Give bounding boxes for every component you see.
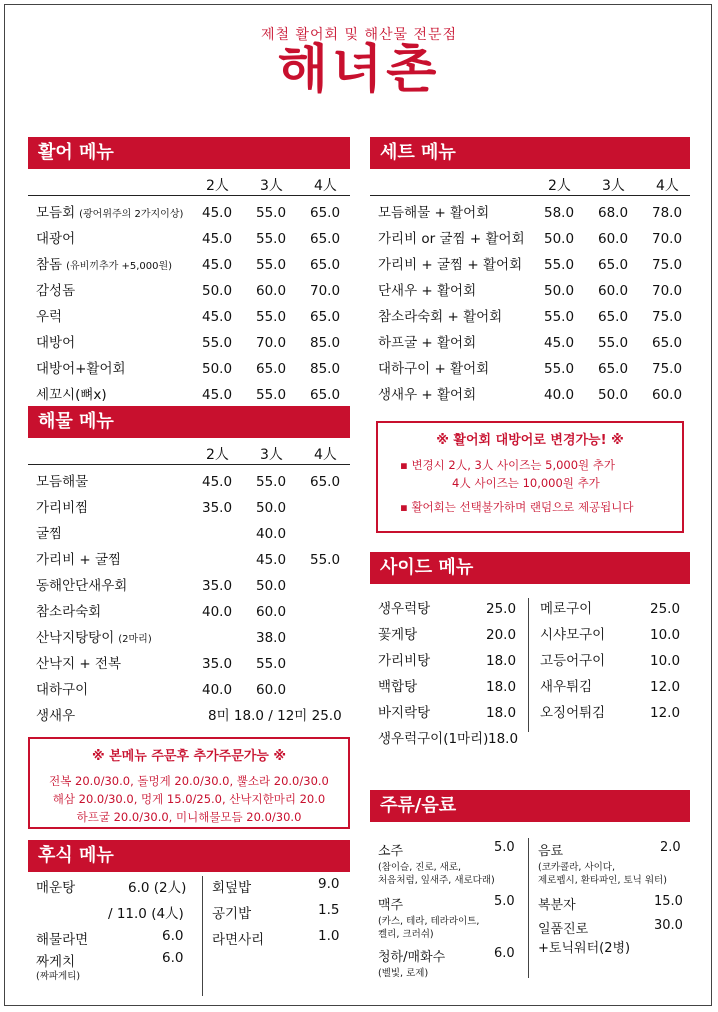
item-price: 6.0: [494, 946, 515, 961]
item-note: (유비끼추가 +5,000원): [66, 261, 173, 272]
item-price: 38.0: [256, 630, 287, 646]
item-price: 78.0: [652, 205, 683, 221]
item-price: 65.0: [310, 387, 341, 403]
item-name-text: 참돔: [36, 257, 63, 273]
list-item: [532, 622, 690, 648]
seafood-menu-section: [28, 406, 350, 729]
item-name-text: 산낙지탕탕이: [36, 630, 115, 646]
item-price: 50.0: [256, 578, 287, 594]
item-price: 85.0: [310, 361, 341, 377]
table-row: [370, 252, 690, 278]
item-name: [378, 252, 522, 278]
item-price: 58.0: [544, 205, 575, 221]
side-menu-section: [370, 552, 690, 747]
item-note: 처음처럼, 잎새주, 새로다래): [378, 875, 495, 886]
change-notice-title: ※ 활어회 대방어로 변경가능! ※: [436, 433, 624, 448]
item-price: 55.0: [544, 361, 575, 377]
item-note: (2마리): [118, 634, 152, 645]
item-price: 45.0: [202, 205, 233, 221]
col-4p: 4人: [314, 447, 337, 463]
item-price: 65.0: [310, 474, 341, 490]
item-price: 40.0: [256, 526, 287, 542]
item-note: 제로펩시, 환타파인, 토닉 워터): [538, 875, 667, 886]
item-price: 60.0: [256, 283, 287, 299]
table-row: [28, 651, 350, 677]
item-price: 40.0: [544, 387, 575, 403]
list-item: [532, 674, 690, 700]
item-price: 18.0: [488, 731, 519, 747]
col-3p: 3人: [602, 178, 625, 194]
item-price: 25.0: [650, 601, 681, 617]
item-name: [378, 278, 476, 304]
item-name: 회덮밥: [212, 880, 252, 896]
item-price: 55.0: [256, 309, 287, 325]
table-row: [28, 226, 350, 252]
item-name: 메로구이: [540, 601, 593, 617]
item-price: 45.0: [202, 309, 233, 325]
item-name-text: 가리비찜: [36, 500, 89, 516]
item-price: 18.0: [486, 653, 517, 669]
item-name-text: 대방어+활어회: [36, 361, 126, 377]
item-price: 55.0: [310, 552, 341, 568]
item-name: [36, 599, 105, 627]
item-name: [36, 278, 79, 306]
fish-menu-columns: [28, 175, 350, 196]
table-row: [28, 547, 350, 573]
drink-beer: [378, 894, 520, 941]
drink-bokbunja: [538, 894, 686, 913]
item-name: 오징어튀김: [540, 705, 606, 721]
item-price: 5.0: [494, 894, 515, 909]
item-price: 18.0: [486, 705, 517, 721]
side-divider: [528, 598, 529, 732]
item-price: 6.0 (2人): [128, 880, 187, 896]
restaurant-subtitle: 제철 활어회 및 해산물 전문점: [260, 27, 458, 43]
item-price: 45.0: [202, 474, 233, 490]
drink-ilpum: [538, 918, 686, 956]
item-price: 75.0: [652, 361, 683, 377]
item-price: 65.0: [310, 309, 341, 325]
list-item: [370, 726, 520, 752]
item-name: [36, 330, 79, 358]
item-price: 70.0: [652, 231, 683, 247]
col-4p: 4人: [314, 178, 337, 194]
item-note: (짜파게티): [36, 971, 81, 982]
col-3p: 3人: [260, 178, 283, 194]
item-name-text: 감성돔: [36, 283, 76, 299]
item-name: 바지락탕: [378, 705, 431, 721]
item-price: 12.0: [650, 679, 681, 695]
item-price: 65.0: [310, 205, 341, 221]
item-name: [36, 547, 125, 575]
item-name: [36, 521, 66, 549]
item-note: (참이슬, 진로, 새로,: [378, 862, 462, 873]
item-price: 85.0: [310, 335, 341, 351]
drink-soda: [538, 840, 686, 887]
item-price: 45.0: [256, 552, 287, 568]
table-row: [370, 356, 690, 382]
table-row: [28, 382, 350, 408]
item-price: 25.0: [486, 601, 517, 617]
item-name: [378, 356, 489, 382]
item-price: 35.0: [202, 500, 233, 516]
item-name: [378, 304, 502, 330]
item-name: [378, 382, 476, 408]
item-price: 10.0: [650, 627, 681, 643]
item-name: [36, 356, 130, 384]
table-row: [28, 677, 350, 703]
item-name: 라면사리: [212, 932, 265, 948]
item-name: [36, 573, 131, 601]
col-2p: 2人: [548, 178, 571, 194]
item-price: 45.0: [202, 387, 233, 403]
set-menu-title: 세트 메뉴: [370, 137, 690, 169]
item-name: [36, 252, 172, 280]
item-price: 65.0: [598, 257, 629, 273]
table-row: [28, 252, 350, 278]
extra-notice-line3: 하프굴 20.0/30.0, 미니해물모듬 20.0/30.0: [76, 810, 302, 824]
item-price: 65.0: [310, 257, 341, 273]
item-price: 5.0: [494, 840, 515, 855]
item-price: 55.0: [256, 257, 287, 273]
item-price: 50.0: [544, 283, 575, 299]
item-price: 50.0: [598, 387, 629, 403]
item-price: 55.0: [598, 335, 629, 351]
seafood-menu-title: 해물 메뉴: [28, 406, 350, 438]
item-name: 고등어구이: [540, 653, 606, 669]
list-item: [532, 700, 690, 726]
item-name: 꽃게탕: [378, 627, 418, 643]
change-notice-line1: ▪ 변경시 2人, 3人 사이즈는 5,000원 추가: [400, 458, 616, 472]
col-3p: 3人: [260, 447, 283, 463]
col-4p: 4人: [656, 178, 679, 194]
meal-divider: [202, 876, 203, 996]
item-name: [36, 651, 125, 679]
item-price: 68.0: [598, 205, 629, 221]
item-price: 65.0: [598, 361, 629, 377]
item-price: 55.0: [202, 335, 233, 351]
table-row: [370, 278, 690, 304]
item-price: 65.0: [598, 309, 629, 325]
list-item: [370, 622, 520, 648]
table-row: [370, 226, 690, 252]
drink-menu-section: [370, 790, 690, 990]
item-price: 55.0: [256, 231, 287, 247]
item-price: 8미 18.0 / 12미 25.0: [208, 708, 342, 724]
table-row: [28, 521, 350, 547]
item-price: 55.0: [256, 656, 287, 672]
item-price: / 11.0 (4人): [108, 906, 184, 922]
extra-order-notice: [28, 737, 350, 829]
table-row: [28, 200, 350, 226]
item-price: 6.0: [162, 950, 184, 966]
set-menu-columns: [370, 175, 690, 196]
item-price: 55.0: [544, 309, 575, 325]
item-name: 생우럭탕: [378, 601, 431, 617]
change-notice-line2: 4人 사이즈는 10,000원 추가: [452, 476, 600, 490]
item-name: 가리비탕: [378, 653, 431, 669]
item-price: 35.0: [202, 578, 233, 594]
item-price: 30.0: [654, 918, 683, 933]
item-price: 1.0: [318, 928, 340, 944]
list-item: [370, 596, 520, 622]
table-row: [370, 200, 690, 226]
item-note: 켈리, 크러쉬): [378, 929, 434, 940]
item-name-text: 생새우 + 활어회: [378, 387, 477, 403]
item-price: 65.0: [652, 335, 683, 351]
drink-divider: [528, 838, 529, 978]
item-name: 청하/매화수: [378, 950, 446, 965]
table-row: [28, 573, 350, 599]
list-item: [370, 700, 520, 726]
item-price: 75.0: [652, 257, 683, 273]
item-name-text: 대광어: [36, 231, 76, 247]
fish-menu-title: 활어 메뉴: [28, 137, 350, 169]
item-name: [36, 677, 92, 705]
item-price: 2.0: [660, 840, 681, 855]
extra-notice-line1: 전복 20.0/30.0, 돌멍게 20.0/30.0, 뿔소라 20.0/30.0: [49, 774, 329, 788]
drink-soju: [378, 840, 520, 887]
item-name: 생새우: [36, 708, 76, 724]
item-price: 60.0: [652, 387, 683, 403]
change-notice-line3: ▪ 활어회는 선택불가하며 랜덤으로 제공됩니다: [400, 500, 634, 514]
item-name: 새우튀김: [540, 679, 593, 695]
table-row: [370, 304, 690, 330]
table-row: [28, 495, 350, 521]
item-price: 10.0: [650, 653, 681, 669]
item-name-text: 동해안단새우회: [36, 578, 128, 594]
item-price: 70.0: [256, 335, 287, 351]
item-name: [378, 200, 489, 226]
item-note: (광어위주의 2가지이상): [79, 209, 184, 220]
item-note: (카스, 테라, 테라라이트,: [378, 916, 480, 927]
table-row: [28, 599, 350, 625]
table-row: [370, 382, 690, 408]
fish-menu-section: [28, 137, 350, 408]
table-row: [28, 304, 350, 330]
table-row: [28, 469, 350, 495]
table-row: [28, 278, 350, 304]
item-name-text: 가리비 + 굴찜 + 활어회: [378, 257, 523, 273]
item-name: 음료: [538, 844, 564, 859]
item-name: [378, 330, 476, 356]
item-name-text: 참소라숙회: [36, 604, 102, 620]
drink-cheongha: [378, 946, 520, 980]
item-note: (코카콜라, 사이다,: [538, 862, 616, 873]
item-price: 75.0: [652, 309, 683, 325]
item-name: 생우럭구이(1마리): [378, 731, 489, 747]
item-name: 매운탕: [36, 880, 76, 896]
item-name-text: 단새우 + 활어회: [378, 283, 477, 299]
item-name: 해물라면: [36, 932, 89, 948]
item-price: 50.0: [202, 361, 233, 377]
item-price: 70.0: [310, 283, 341, 299]
meal-menu-section: [28, 840, 350, 1000]
item-price: 20.0: [486, 627, 517, 643]
item-name-text: 굴찜: [36, 526, 63, 542]
restaurant-title: 해녀촌: [277, 40, 441, 100]
item-price: 55.0: [256, 474, 287, 490]
list-item: [370, 648, 520, 674]
extra-notice-title: ※ 본메뉴 주문후 추가주문가능 ※: [91, 749, 287, 764]
item-note: (벨빛, 로제): [378, 968, 429, 979]
item-price: 45.0: [202, 257, 233, 273]
item-name: 복분자: [538, 898, 576, 913]
table-row: [28, 356, 350, 382]
item-name-text: 모듬해물 + 활어회: [378, 205, 490, 221]
col-2p: 2人: [206, 447, 229, 463]
item-price: 65.0: [256, 361, 287, 377]
item-name: +토닉워터(2병): [538, 941, 631, 956]
item-name: [36, 625, 152, 653]
set-menu-section: [370, 137, 690, 408]
item-name: 공기밥: [212, 906, 252, 922]
item-name-text: 대하구이: [36, 682, 89, 698]
extra-notice-line2: 해삼 20.0/30.0, 멍게 15.0/25.0, 산낙지한마리 20.0: [52, 792, 326, 806]
item-price: 60.0: [256, 604, 287, 620]
item-name: [378, 226, 525, 252]
list-item: [28, 703, 350, 729]
item-name: 소주: [378, 844, 404, 859]
item-name-text: 세꼬시(뼈x): [36, 387, 107, 403]
item-price: 55.0: [256, 387, 287, 403]
item-name-text: 참소라숙회 + 활어회: [378, 309, 503, 325]
item-name: 일품진로: [538, 922, 589, 937]
item-name-text: 가리비 or 굴찜 + 활어회: [378, 231, 525, 247]
drink-menu-title: 주류/음료: [370, 790, 690, 822]
table-row: [370, 330, 690, 356]
item-price: 45.0: [544, 335, 575, 351]
item-name: [36, 469, 92, 497]
item-price: 55.0: [544, 257, 575, 273]
table-row: [28, 330, 350, 356]
item-price: 40.0: [202, 682, 233, 698]
item-name-text: 가리비 + 굴찜: [36, 552, 122, 568]
item-price: 40.0: [202, 604, 233, 620]
item-price: 60.0: [256, 682, 287, 698]
item-name: 짜게치: [36, 954, 76, 970]
item-price: 35.0: [202, 656, 233, 672]
col-2p: 2人: [206, 178, 229, 194]
item-name-text: 하프굴 + 활어회: [378, 335, 477, 351]
item-price: 18.0: [486, 679, 517, 695]
item-price: 50.0: [202, 283, 233, 299]
item-price: 65.0: [310, 231, 341, 247]
item-name: 백합탕: [378, 679, 418, 695]
item-price: 1.5: [318, 902, 340, 918]
change-notice: [376, 421, 684, 533]
item-name: 맥주: [378, 898, 404, 913]
item-price: 50.0: [544, 231, 575, 247]
item-name-text: 우럭: [36, 309, 63, 325]
list-item: [370, 674, 520, 700]
item-price: 60.0: [598, 283, 629, 299]
item-name-text: 모듬해물: [36, 474, 89, 490]
item-price: 6.0: [162, 928, 184, 944]
list-item: [532, 648, 690, 674]
item-name: [36, 304, 66, 332]
item-name: [36, 200, 183, 228]
item-name-text: 대하구이 + 활어회: [378, 361, 490, 377]
item-price: 9.0: [318, 876, 340, 892]
item-price: 50.0: [256, 500, 287, 516]
list-item: [532, 596, 690, 622]
item-name: [36, 226, 79, 254]
side-menu-title: 사이드 메뉴: [370, 552, 690, 584]
item-name-text: 모듬회: [36, 205, 76, 221]
item-price: 45.0: [202, 231, 233, 247]
item-price: 60.0: [598, 231, 629, 247]
item-name: 시샤모구이: [540, 627, 606, 643]
seafood-menu-columns: [28, 444, 350, 465]
item-price: 12.0: [650, 705, 681, 721]
item-price: 70.0: [652, 283, 683, 299]
item-name: [36, 495, 92, 523]
item-name-text: 대방어: [36, 335, 76, 351]
meal-menu-title: 후식 메뉴: [28, 840, 350, 872]
item-price: 55.0: [256, 205, 287, 221]
item-price: 15.0: [654, 894, 683, 909]
item-name-text: 산낙지 + 전복: [36, 656, 122, 672]
table-row: [28, 625, 350, 651]
